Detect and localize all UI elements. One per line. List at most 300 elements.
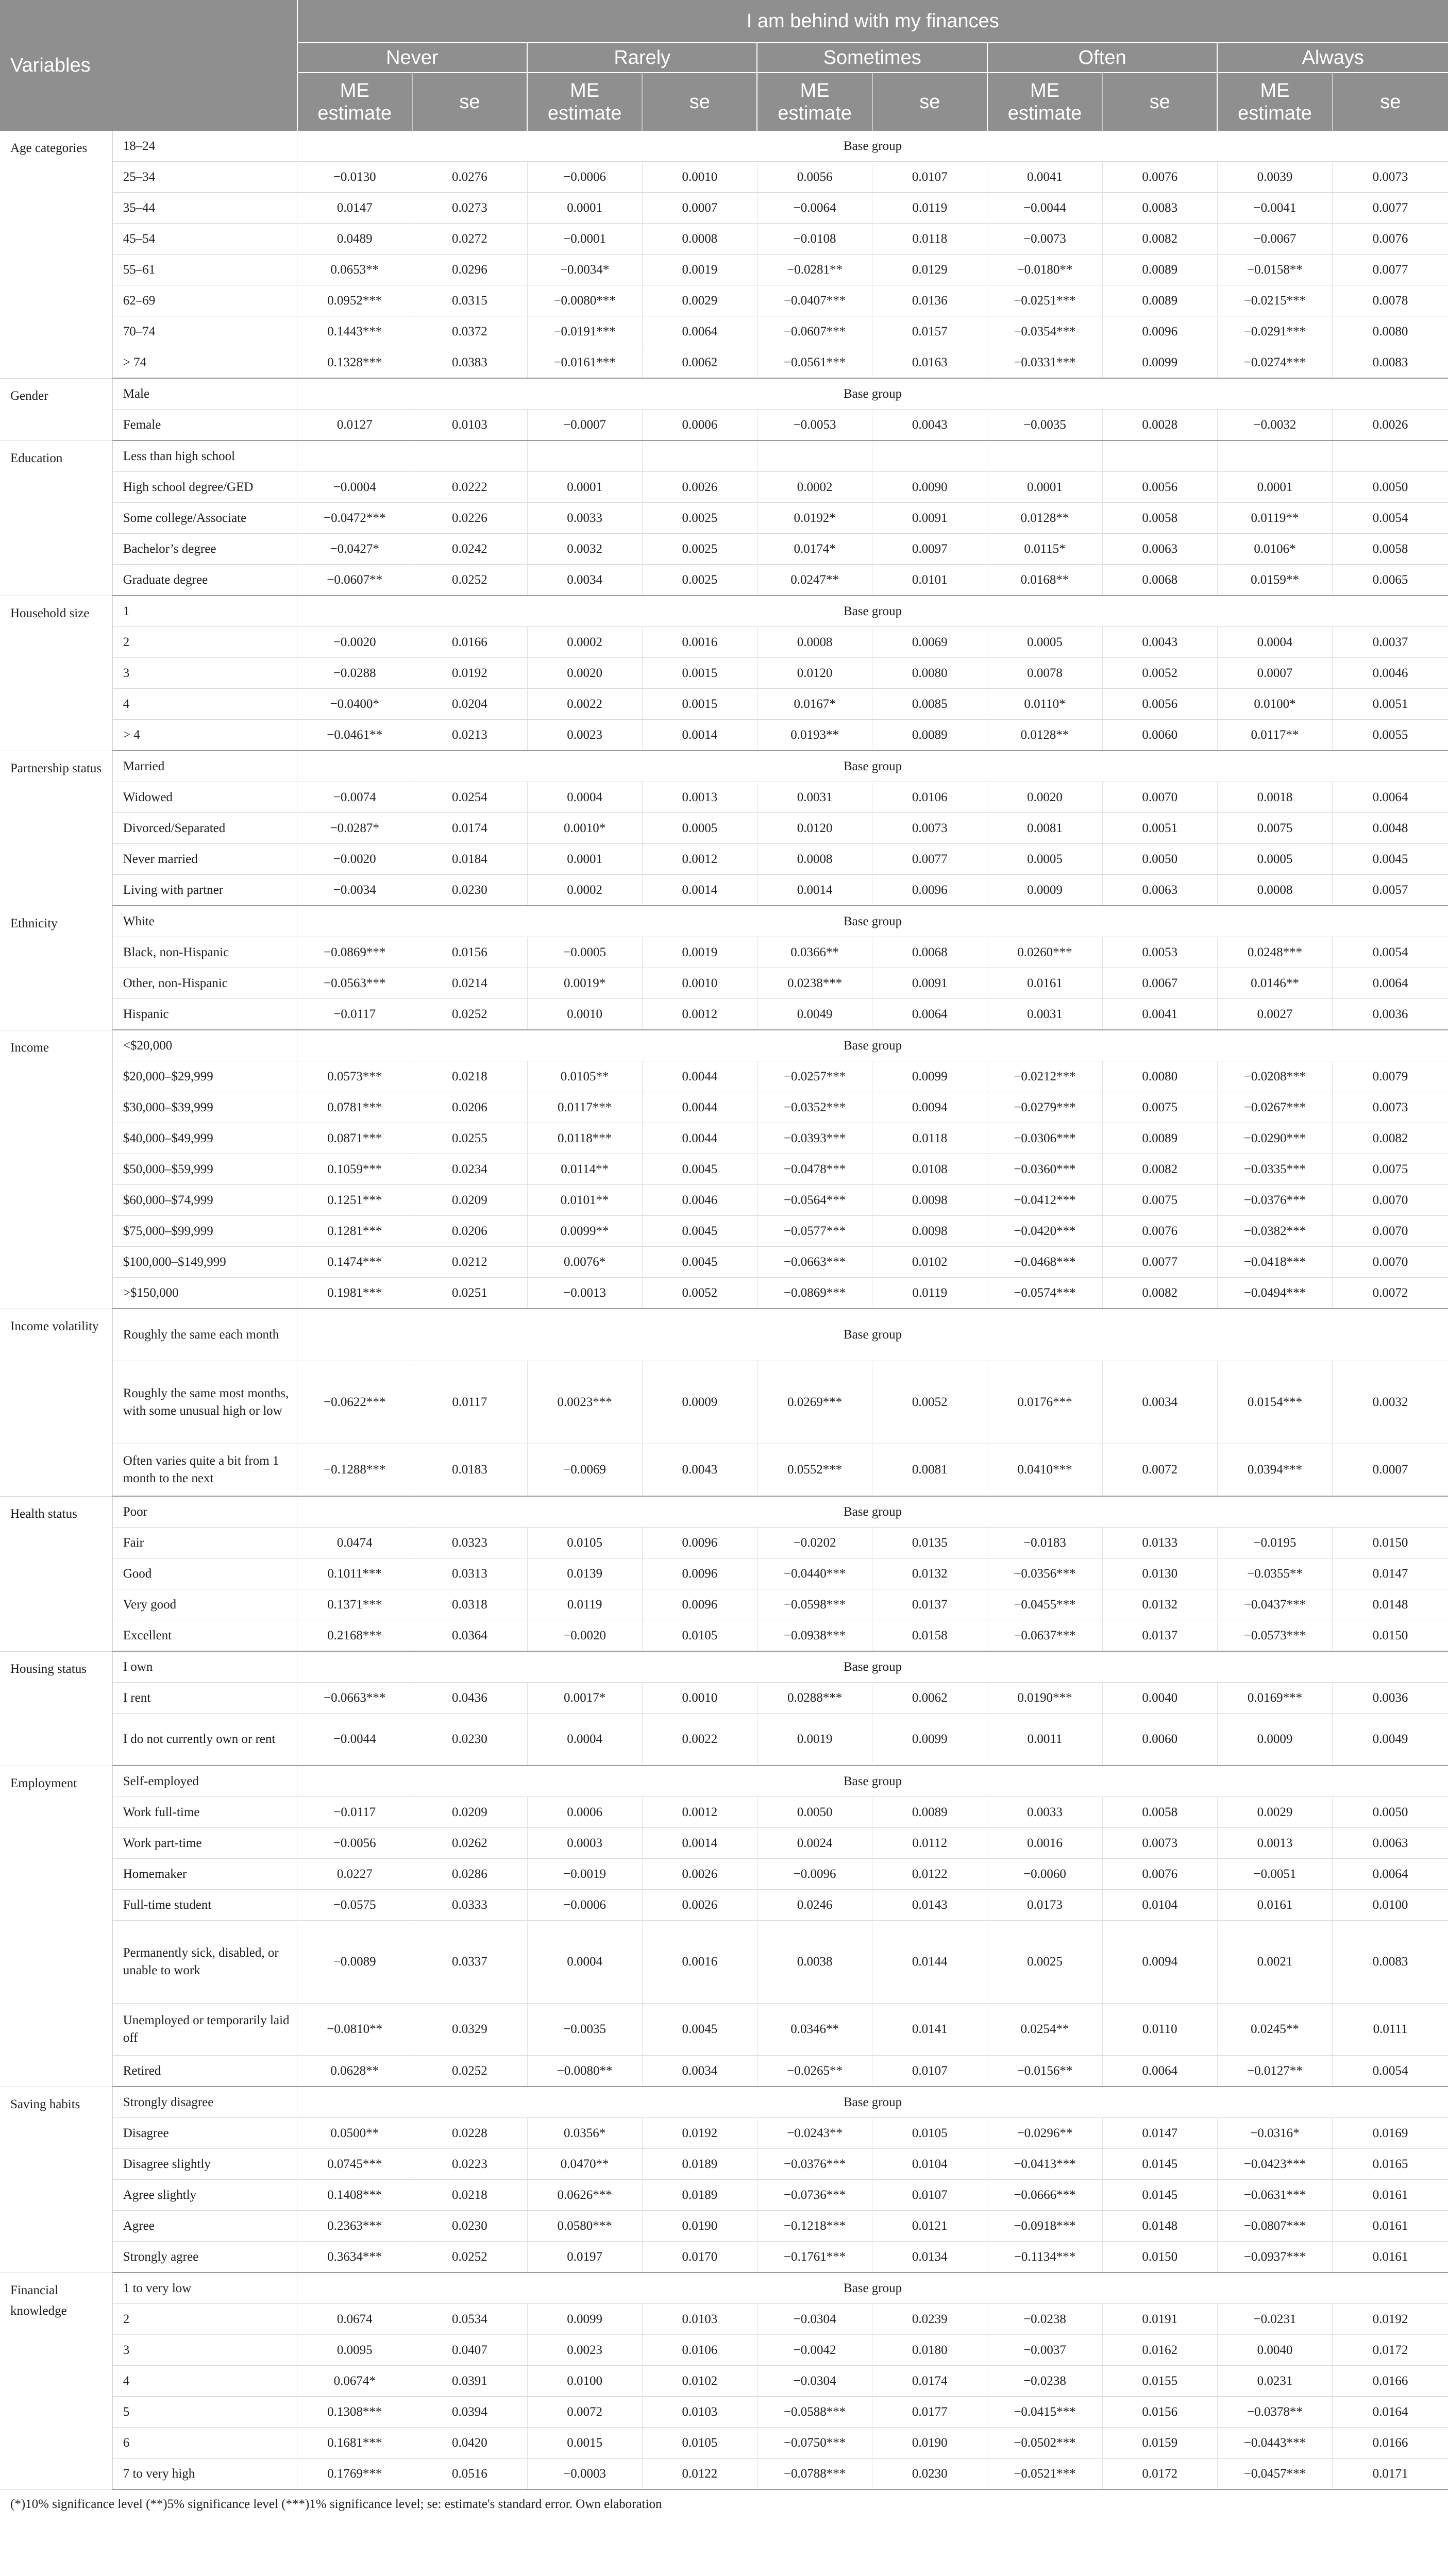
se-cell: 0.0078 [1333, 285, 1448, 316]
category-label: 18–24 [112, 131, 297, 162]
category-label: Divorced/Separated [112, 813, 297, 844]
se-cell: 0.0081 [872, 1444, 987, 1497]
se-cell: 0.0118 [872, 224, 987, 255]
me-estimate-cell: −0.0393*** [757, 1123, 872, 1154]
category-label: Roughly the same most months, with some unusual high or low [112, 1361, 297, 1444]
me-estimate-cell: 0.0029 [1217, 1797, 1332, 1828]
se-cell: 0.0094 [1102, 1921, 1217, 2004]
se-cell: 0.0254 [412, 782, 527, 813]
me-estimate-cell: −0.0494*** [1217, 1278, 1332, 1309]
me-estimate-cell: −0.0413*** [987, 2149, 1102, 2180]
me-estimate-cell: 0.0040 [1217, 2335, 1332, 2366]
se-cell: 0.0329 [412, 2004, 527, 2056]
me-estimate-cell: −0.0006 [527, 162, 642, 193]
me-estimate-cell: 0.0674* [297, 2366, 412, 2397]
category-label: 4 [112, 2366, 297, 2397]
se-cell: 0.0051 [1333, 689, 1448, 720]
se-cell: 0.0145 [1102, 2149, 1217, 2180]
me-estimate-cell: 0.0013 [1217, 1828, 1332, 1859]
me-estimate-cell: 0.0099** [527, 1216, 642, 1247]
me-estimate-cell: 0.0260*** [987, 937, 1102, 968]
se-cell: 0.0420 [412, 2428, 527, 2459]
me-estimate-cell: 0.0952*** [297, 285, 412, 316]
se-cell: 0.0143 [872, 1890, 987, 1921]
me-estimate-cell: −0.0020 [297, 627, 412, 658]
se-cell: 0.0019 [642, 255, 757, 285]
se-cell: 0.0130 [1102, 1558, 1217, 1589]
se-cell: 0.0052 [1102, 658, 1217, 689]
me-estimate-cell: −0.0020 [297, 844, 412, 875]
se-cell: 0.0064 [1333, 1859, 1448, 1890]
me-estimate-cell: −0.0573*** [1217, 1620, 1332, 1652]
se-cell: 0.0096 [1102, 316, 1217, 347]
se-cell: 0.0073 [1102, 1828, 1217, 1859]
me-estimate-cell: −0.0296** [987, 2118, 1102, 2149]
table-row [0, 1558, 1448, 1589]
se-cell: 0.0073 [1333, 1092, 1448, 1123]
me-estimate-cell: 0.0014 [757, 875, 872, 906]
se-cell: 0.0015 [642, 689, 757, 720]
table-row [0, 1859, 1448, 1890]
se-cell: 0.0135 [872, 1528, 987, 1558]
se-cell: 0.0012 [642, 999, 757, 1030]
me-estimate-cell: −0.0281** [757, 255, 872, 285]
me-estimate-cell: 0.0552*** [757, 1444, 872, 1497]
me-estimate-cell: −0.1134*** [987, 2242, 1102, 2273]
se-cell: 0.0132 [1102, 1589, 1217, 1620]
me-estimate-cell: −0.0257*** [757, 1061, 872, 1092]
me-estimate-cell: 0.0100* [1217, 689, 1332, 720]
se-cell: 0.0190 [872, 2428, 987, 2459]
category-label: 5 [112, 2397, 297, 2428]
me-estimate-cell: −0.0750*** [757, 2428, 872, 2459]
me-estimate-cell: −0.0117 [297, 999, 412, 1030]
base-group-cell: Base group [297, 131, 1448, 162]
me-estimate-cell: 0.1443*** [297, 316, 412, 347]
se-cell: 0.0082 [1102, 1278, 1217, 1309]
me-estimate-cell: 0.0580*** [527, 2211, 642, 2242]
me-estimate-cell: −0.0202 [757, 1528, 872, 1558]
se-cell: 0.0165 [1333, 2149, 1448, 2180]
me-estimate-cell: 0.0001 [527, 472, 642, 503]
me-estimate-cell: −0.0418*** [1217, 1247, 1332, 1278]
se-cell: 0.0105 [872, 2118, 987, 2149]
empty-cell [1102, 440, 1217, 472]
se-cell: 0.0079 [1333, 1061, 1448, 1092]
category-label: Work part-time [112, 1828, 297, 1859]
se-cell: 0.0077 [1333, 193, 1448, 224]
me-estimate-cell: 0.0005 [1217, 844, 1332, 875]
me-estimate-cell: −0.0005 [527, 937, 642, 968]
se-cell: 0.0158 [872, 1620, 987, 1652]
me-estimate-cell: −0.0231 [1217, 2304, 1332, 2335]
table-row [0, 627, 1448, 658]
se-cell: 0.0252 [412, 999, 527, 1030]
se-cell: 0.0046 [642, 1185, 757, 1216]
se-cell: 0.0043 [1102, 627, 1217, 658]
category-label: > 74 [112, 347, 297, 379]
se-cell: 0.0107 [872, 2056, 987, 2087]
se-cell: 0.0005 [642, 813, 757, 844]
se-cell: 0.0080 [1333, 316, 1448, 347]
se-cell: 0.0083 [1333, 347, 1448, 379]
se-cell: 0.0054 [1333, 937, 1448, 968]
table-row [0, 2366, 1448, 2397]
category-label: Strongly disagree [112, 2087, 297, 2118]
me-estimate-cell: 0.1011*** [297, 1558, 412, 1589]
se-cell: 0.0040 [1102, 1683, 1217, 1714]
me-estimate-cell: 0.0001 [527, 193, 642, 224]
se-cell: 0.0026 [642, 1859, 757, 1890]
table-row [0, 1444, 1448, 1497]
me-estimate-cell: 0.0745*** [297, 2149, 412, 2180]
se-cell: 0.0022 [642, 1714, 757, 1766]
se-cell: 0.0051 [1102, 813, 1217, 844]
se-cell: 0.0218 [412, 1061, 527, 1092]
se-cell: 0.0161 [1333, 2211, 1448, 2242]
se-cell: 0.0043 [642, 1444, 757, 1497]
me-estimate-cell: −0.0420*** [987, 1216, 1102, 1247]
table-row [0, 378, 1448, 410]
category-label: 6 [112, 2428, 297, 2459]
me-estimate-cell: −0.0279*** [987, 1092, 1102, 1123]
category-label: 4 [112, 689, 297, 720]
me-estimate-cell: 0.0474 [297, 1528, 412, 1558]
category-label: Work full-time [112, 1797, 297, 1828]
se-cell: 0.0076 [1102, 1216, 1217, 1247]
table-row [0, 1589, 1448, 1620]
me-estimate-cell: −0.0044 [297, 1714, 412, 1766]
se-cell: 0.0172 [1102, 2459, 1217, 2490]
se-cell: 0.0064 [642, 316, 757, 347]
variables-header: Variables [0, 0, 297, 131]
se-cell: 0.0166 [1333, 2428, 1448, 2459]
me-estimate-cell: −0.0053 [757, 410, 872, 441]
me-estimate-cell: −0.0051 [1217, 1859, 1332, 1890]
se-cell: 0.0072 [1102, 1444, 1217, 1497]
variable-name: Ethnicity [0, 906, 112, 1030]
se-cell: 0.0141 [872, 2004, 987, 2056]
se-cell: 0.0064 [1333, 968, 1448, 999]
me-estimate-cell: 0.0119** [1217, 503, 1332, 534]
se-cell: 0.0262 [412, 1828, 527, 1859]
category-label: Agree slightly [112, 2180, 297, 2211]
table-row [0, 285, 1448, 316]
se-cell: 0.0019 [642, 937, 757, 968]
table-row [0, 316, 1448, 347]
me-estimate-cell: −0.0376*** [757, 2149, 872, 2180]
category-label: $20,000–$29,999 [112, 1061, 297, 1092]
se-cell: 0.0068 [872, 937, 987, 968]
se-cell: 0.0014 [642, 1828, 757, 1859]
me-estimate-cell: −0.0183 [987, 1528, 1102, 1558]
se-cell: 0.0048 [1333, 813, 1448, 844]
se-cell: 0.0075 [1102, 1185, 1217, 1216]
se-cell: 0.0394 [412, 2397, 527, 2428]
category-label: Fair [112, 1528, 297, 1558]
table-row [0, 162, 1448, 193]
me-estimate-cell: 0.1281*** [297, 1216, 412, 1247]
variable-name: Partnership status [0, 751, 112, 906]
me-estimate-cell: 0.0161 [1217, 1890, 1332, 1921]
category-label: <$20,000 [112, 1030, 297, 1061]
se-cell: 0.0230 [872, 2459, 987, 2490]
se-cell: 0.0045 [1333, 844, 1448, 875]
category-label: Disagree slightly [112, 2149, 297, 2180]
me-estimate-cell: −0.0274*** [1217, 347, 1332, 379]
me-estimate-cell: −0.0352*** [757, 1092, 872, 1123]
me-estimate-cell: 0.0105 [527, 1528, 642, 1558]
me-estimate-cell: 0.0025 [987, 1921, 1102, 2004]
se-cell: 0.0156 [1102, 2397, 1217, 2428]
me-estimate-cell: 0.0653** [297, 255, 412, 285]
se-cell: 0.0055 [1333, 720, 1448, 751]
footnote: (*)10% significance level (**)5% significance level (***)1% significance level; se: estimate's standard error. Own elaboration [10, 2497, 662, 2511]
me-estimate-cell: 0.0010 [527, 999, 642, 1030]
group-header-rarely: Rarely [527, 43, 757, 73]
me-estimate-cell: −0.0243** [757, 2118, 872, 2149]
se-cell: 0.0119 [872, 193, 987, 224]
se-cell: 0.0009 [642, 1361, 757, 1444]
me-estimate-cell: −0.0060 [987, 1859, 1102, 1890]
category-label: Living with partner [112, 875, 297, 906]
category-label: White [112, 906, 297, 937]
me-estimate-cell: −0.0096 [757, 1859, 872, 1890]
se-cell: 0.0099 [872, 1714, 987, 1766]
se-cell: 0.0099 [1102, 347, 1217, 379]
table-title: I am behind with my finances [297, 0, 1448, 43]
me-estimate-cell: −0.0564*** [757, 1185, 872, 1216]
me-estimate-cell: 0.0190*** [987, 1683, 1102, 1714]
me-estimate-cell: −0.0037 [987, 2335, 1102, 2366]
table-row [0, 2428, 1448, 2459]
se-cell: 0.0058 [1333, 534, 1448, 565]
se-cell: 0.0029 [642, 285, 757, 316]
se-cell: 0.0148 [1333, 1589, 1448, 1620]
me-estimate-cell: −0.0607*** [757, 316, 872, 347]
se-cell: 0.0132 [872, 1558, 987, 1589]
group-header-never: Never [297, 43, 527, 73]
me-estimate-cell: 0.0154*** [1217, 1361, 1332, 1444]
me-estimate-cell: −0.1218*** [757, 2211, 872, 2242]
se-cell: 0.0057 [1333, 875, 1448, 906]
se-cell: 0.0276 [412, 162, 527, 193]
table-row [0, 968, 1448, 999]
se-cell: 0.0252 [412, 565, 527, 596]
table-row [0, 1123, 1448, 1154]
table-row [0, 1683, 1448, 1714]
me-estimate-cell: 0.1769*** [297, 2459, 412, 2490]
category-label: I own [112, 1651, 297, 1683]
se-cell: 0.0190 [642, 2211, 757, 2242]
me-estimate-cell: −0.0631*** [1217, 2180, 1332, 2211]
me-estimate-cell: 0.0500** [297, 2118, 412, 2149]
se-cell: 0.0164 [1333, 2397, 1448, 2428]
me-estimate-cell: 0.0105** [527, 1061, 642, 1092]
me-estimate-cell: 0.0050 [757, 1797, 872, 1828]
me-estimate-cell: 0.0023*** [527, 1361, 642, 1444]
me-estimate-cell: 0.0626*** [527, 2180, 642, 2211]
me-estimate-cell: 0.0075 [1217, 813, 1332, 844]
me-estimate-cell: 0.0489 [297, 224, 412, 255]
se-cell: 0.0156 [412, 937, 527, 968]
se-cell: 0.0323 [412, 1528, 527, 1558]
table-row [0, 999, 1448, 1030]
se-cell: 0.0089 [872, 720, 987, 751]
me-estimate-cell: 0.0197 [527, 2242, 642, 2273]
me-estimate-cell: 0.0247** [757, 565, 872, 596]
se-cell: 0.0313 [412, 1558, 527, 1589]
se-cell: 0.0105 [642, 1620, 757, 1652]
category-label: Unemployed or temporarily laid off [112, 2004, 297, 2056]
base-group-cell: Base group [297, 1766, 1448, 1797]
se-cell: 0.0025 [642, 534, 757, 565]
me-estimate-cell: 0.0001 [1217, 472, 1332, 503]
se-cell: 0.0407 [412, 2335, 527, 2366]
me-estimate-cell: 0.0238*** [757, 968, 872, 999]
se-cell: 0.0070 [1333, 1216, 1448, 1247]
base-group-cell: Base group [297, 1309, 1448, 1361]
se-cell: 0.0077 [872, 844, 987, 875]
me-estimate-cell: −0.0127** [1217, 2056, 1332, 2087]
category-label: 70–74 [112, 316, 297, 347]
me-estimate-cell: 0.0004 [527, 1714, 642, 1766]
table-row [0, 844, 1448, 875]
variable-name: Gender [0, 378, 112, 440]
se-cell: 0.0134 [872, 2242, 987, 2273]
me-estimate-cell: 0.0169*** [1217, 1683, 1332, 1714]
me-estimate-cell: 0.0128** [987, 503, 1102, 534]
se-cell: 0.0222 [412, 472, 527, 503]
base-group-cell: Base group [297, 596, 1448, 627]
category-label: Excellent [112, 1620, 297, 1652]
se-cell: 0.0080 [1102, 1061, 1217, 1092]
se-cell: 0.0315 [412, 285, 527, 316]
se-cell: 0.0104 [872, 2149, 987, 2180]
table-row [0, 1092, 1448, 1123]
me-estimate-cell: −0.0080*** [527, 285, 642, 316]
se-cell: 0.0226 [412, 503, 527, 534]
se-cell: 0.0192 [412, 658, 527, 689]
base-group-cell: Base group [297, 751, 1448, 782]
se-cell: 0.0102 [872, 1247, 987, 1278]
se-cell: 0.0073 [872, 813, 987, 844]
me-estimate-cell: −0.0265** [757, 2056, 872, 2087]
me-estimate-cell: −0.1288*** [297, 1444, 412, 1497]
se-cell: 0.0174 [872, 2366, 987, 2397]
se-cell: 0.0234 [412, 1154, 527, 1185]
table-row [0, 1620, 1448, 1652]
table-row [0, 2056, 1448, 2087]
category-label: 35–44 [112, 193, 297, 224]
se-cell: 0.0098 [872, 1185, 987, 1216]
se-cell: 0.0036 [1333, 999, 1448, 1030]
me-estimate-cell: 0.0001 [987, 472, 1102, 503]
me-estimate-cell: 0.0128** [987, 720, 1102, 751]
me-estimate-cell: 0.1681*** [297, 2428, 412, 2459]
me-estimate-cell: 0.0167* [757, 689, 872, 720]
se-cell: 0.0214 [412, 968, 527, 999]
me-estimate-cell: 0.0010* [527, 813, 642, 844]
se-cell: 0.0372 [412, 316, 527, 347]
me-estimate-cell: −0.0156** [987, 2056, 1102, 2087]
category-label: 2 [112, 2304, 297, 2335]
me-estimate-cell: −0.0291*** [1217, 316, 1332, 347]
se-cell: 0.0010 [642, 162, 757, 193]
se-cell: 0.0063 [1333, 1828, 1448, 1859]
me-estimate-cell: −0.0007 [527, 410, 642, 441]
me-estimate-cell: 0.0356* [527, 2118, 642, 2149]
table-row [0, 906, 1448, 937]
me-estimate-cell: 0.0117** [1217, 720, 1332, 751]
se-cell: 0.0050 [1102, 844, 1217, 875]
se-cell: 0.0010 [642, 1683, 757, 1714]
category-label: Less than high school [112, 440, 297, 472]
se-cell: 0.0133 [1102, 1528, 1217, 1558]
se-header: se [1333, 73, 1448, 131]
se-cell: 0.0065 [1333, 565, 1448, 596]
me-estimate-cell: 0.0017* [527, 1683, 642, 1714]
se-cell: 0.0052 [642, 1278, 757, 1309]
me-estimate-cell: 0.0078 [987, 658, 1102, 689]
me-estimate-cell: −0.0003 [527, 2459, 642, 2490]
category-label: 7 to very high [112, 2459, 297, 2490]
se-cell: 0.0230 [412, 1714, 527, 1766]
se-cell: 0.0103 [642, 2304, 757, 2335]
me-estimate-cell: −0.0080** [527, 2056, 642, 2087]
se-cell: 0.0110 [1102, 2004, 1217, 2056]
me-estimate-cell: 0.0159** [1217, 565, 1332, 596]
category-label: $60,000–$74,999 [112, 1185, 297, 1216]
table-row [0, 2304, 1448, 2335]
category-label: 1 to very low [112, 2273, 297, 2304]
me-estimate-cell: −0.0290*** [1217, 1123, 1332, 1154]
me-estimate-cell: 0.0002 [527, 875, 642, 906]
table-row [0, 1714, 1448, 1766]
base-group-cell: Base group [297, 906, 1448, 937]
table-row [0, 224, 1448, 255]
se-cell: 0.0089 [1102, 285, 1217, 316]
se-cell: 0.0161 [1333, 2242, 1448, 2273]
me-estimate-cell: −0.0034* [527, 255, 642, 285]
me-estimate-cell: −0.0161*** [527, 347, 642, 379]
me-estimate-cell: 0.0100 [527, 2366, 642, 2397]
me-estimate-cell: −0.0073 [987, 224, 1102, 255]
se-cell: 0.0007 [642, 193, 757, 224]
me-estimate-cell: 0.0099 [527, 2304, 642, 2335]
me-estimate-cell: 0.0147 [297, 193, 412, 224]
me-estimate-cell: −0.0288 [297, 658, 412, 689]
me-estimate-cell: 0.0248*** [1217, 937, 1332, 968]
table-row [0, 720, 1448, 751]
me-estimate-cell: −0.1761*** [757, 2242, 872, 2273]
me-estimate-cell: 0.0245** [1217, 2004, 1332, 2056]
category-label: Full-time student [112, 1890, 297, 1921]
se-cell: 0.0104 [1102, 1890, 1217, 1921]
me-estimate-cell: −0.0478*** [757, 1154, 872, 1185]
se-cell: 0.0012 [642, 844, 757, 875]
base-group-cell: Base group [297, 378, 1448, 410]
table-header [0, 0, 1448, 131]
me-estimate-cell: 0.2168*** [297, 1620, 412, 1652]
se-cell: 0.0014 [642, 720, 757, 751]
table-row [0, 1216, 1448, 1247]
se-cell: 0.0101 [872, 565, 987, 596]
se-cell: 0.0100 [1333, 1890, 1448, 1921]
me-estimate-cell: −0.0032 [1217, 410, 1332, 441]
me-estimate-cell: 0.0246 [757, 1890, 872, 1921]
me-estimate-cell: −0.0212*** [987, 1061, 1102, 1092]
